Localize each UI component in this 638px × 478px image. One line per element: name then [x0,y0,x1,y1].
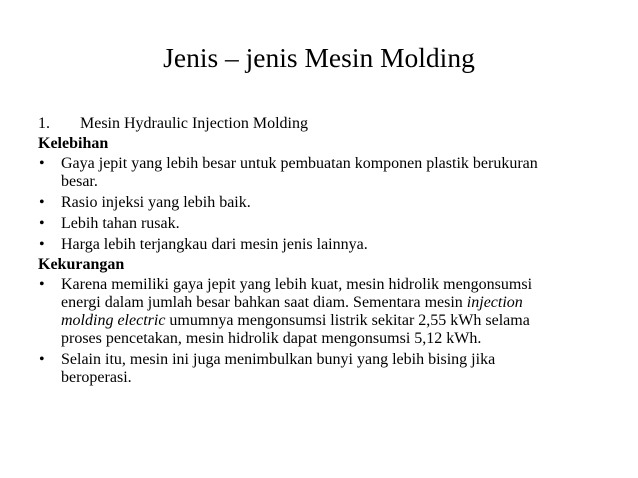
slide-title: Jenis – jenis Mesin Molding [163,42,475,73]
bullet-icon: • [39,155,45,172]
disadvantage-line [61,312,618,330]
bullet-icon: • [39,236,45,253]
disadvantage-italic-text: injection [466,294,523,311]
bullet-icon: • [39,215,45,232]
advantage-item [38,215,618,233]
disadvantage-item [38,351,618,387]
advantage-line: besar. [61,173,98,190]
disadvantages-heading: Kekurangan [38,256,125,273]
advantage-item [38,155,618,191]
item-number: 1. [38,115,50,132]
bullet-icon: • [39,194,45,211]
advantage-line: Rasio injeksi yang lebih baik. [61,194,251,211]
numbered-item [38,115,618,133]
disadvantage-text: umumnya mengonsumsi listrik sekitar 2,55 kWh selama [165,312,530,329]
advantages-heading: Kelebihan [38,135,109,152]
item-title: Mesin Hydraulic Injection Molding [80,115,308,132]
slide-body [38,115,618,387]
disadvantage-line: beroperasi. [61,369,132,386]
bullet-icon: • [39,351,45,368]
disadvantage-text: energi dalam jumlah besar bahkan saat diam. Sementara mesin [61,294,467,311]
disadvantage-line [61,294,618,312]
advantage-line: Harga lebih terjangkau dari mesin jenis lainnya. [61,236,368,253]
disadvantage-line: Selain itu, mesin ini juga menimbulkan bunyi yang lebih bising jika [61,351,496,368]
disadvantage-italic-text: molding electric [61,312,166,329]
advantage-line: Lebih tahan rusak. [61,215,180,232]
advantage-item [38,194,618,212]
disadvantage-item [38,276,618,348]
disadvantage-line: Karena memiliki gaya jepit yang lebih kuat, mesin hidrolik mengonsumsi [61,276,533,293]
disadvantage-line: proses pencetakan, mesin hidrolik dapat mengonsumsi 5,12 kWh. [61,330,482,347]
bullet-icon: • [39,276,45,293]
advantage-item [38,236,618,254]
advantage-line: Gaya jepit yang lebih besar untuk pembuatan komponen plastik berukuran [61,155,538,172]
